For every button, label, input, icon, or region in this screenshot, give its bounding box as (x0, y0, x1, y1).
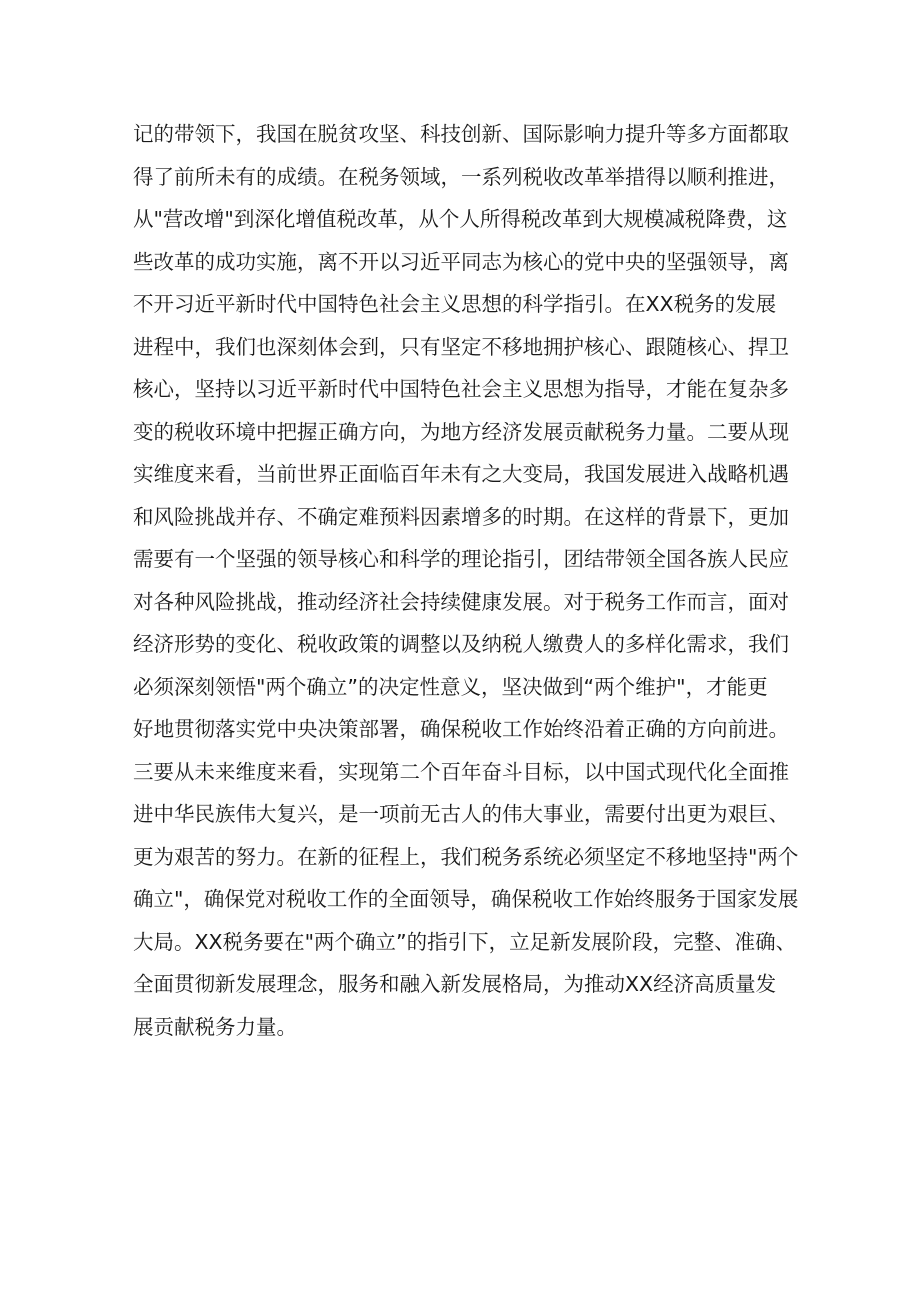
text-line: 好地贯彻落实党中央决策部署，确保税收工作始终沿着正确的方向前进。 (133, 717, 789, 741)
text-line: 三要从未来维度来看，实现第二个百年奋斗目标，以中国式现代化全面推 (133, 759, 789, 784)
text-line: 从"营改增"到深化增值税改革，从个人所得税改革到大规模减税降费，这 (133, 207, 788, 231)
text-line: 变的税收环境中把握正确方向，为地方经济发展贡献税务力量。二要从现 (133, 419, 789, 444)
text-line: 进中华民族伟大复兴，是一项前无古人的伟大事业，需要付出更为艰巨、 (133, 802, 789, 826)
text-line: 进程中，我们也深刻体会到，只有坚定不移地拥护核心、跟随核心、捍卫 (133, 334, 789, 359)
text-line: 大局。XX税务要在"两个确立”的指引下，立足新发展阶段，完整、准确、 (133, 929, 797, 954)
text-line: 核心，坚持以习近平新时代中国特色社会主义思想为指导，才能在复杂多 (133, 377, 789, 401)
text-line: 经济形势的变化、税收政策的调整以及纳税人缴费人的多样化需求，我们 (133, 632, 789, 656)
text-line: 需要有一个坚强的领导核心和科学的理论指引，团结带领全国各族人民应 (133, 547, 789, 571)
text-line: 不开习近平新时代中国特色社会主义思想的科学指引。在XX税务的发展 (133, 292, 777, 316)
text-line: 得了前所未有的成绩。在税务领域，一系列税收改革举措得以顺利推进， (133, 164, 789, 189)
text-line: 全面贯彻新发展理念，服务和融入新发展格局，为推动XX经济高质量发 (133, 972, 777, 996)
text-line: 实维度来看，当前世界正面临百年未有之大变局，我国发展进入战略机遇 (133, 462, 789, 486)
text-line: 些改革的成功实施，离不开以习近平同志为核心的党中央的坚强领导，离 (133, 249, 789, 274)
text-line: 确立"，确保党对税收工作的全面领导，确保税收工作始终服务于国家发展 (133, 887, 799, 911)
text-line: 更为艰苦的努力。在新的征程上，我们税务系统必须坚定不移地坚持"两个 (133, 844, 799, 869)
text-line: 展贡献税务力量。 (133, 1014, 297, 1039)
text-line: 对各种风险挑战，推动经济社会持续健康发展。对于税务工作而言，面对 (133, 589, 789, 614)
text-line: 记的带领下，我国在脱贫攻坚、科技创新、国际影响力提升等多方面都取 (133, 122, 789, 146)
text-line: 必须深刻领悟"两个确立”的决定性意义，坚决做到“两个维护"，才能更 (133, 674, 768, 699)
text-line: 和风险挑战并存、不确定难预料因素增多的时期。在这样的背景下，更加 (133, 504, 789, 529)
body-paragraph (133, 113, 799, 1048)
